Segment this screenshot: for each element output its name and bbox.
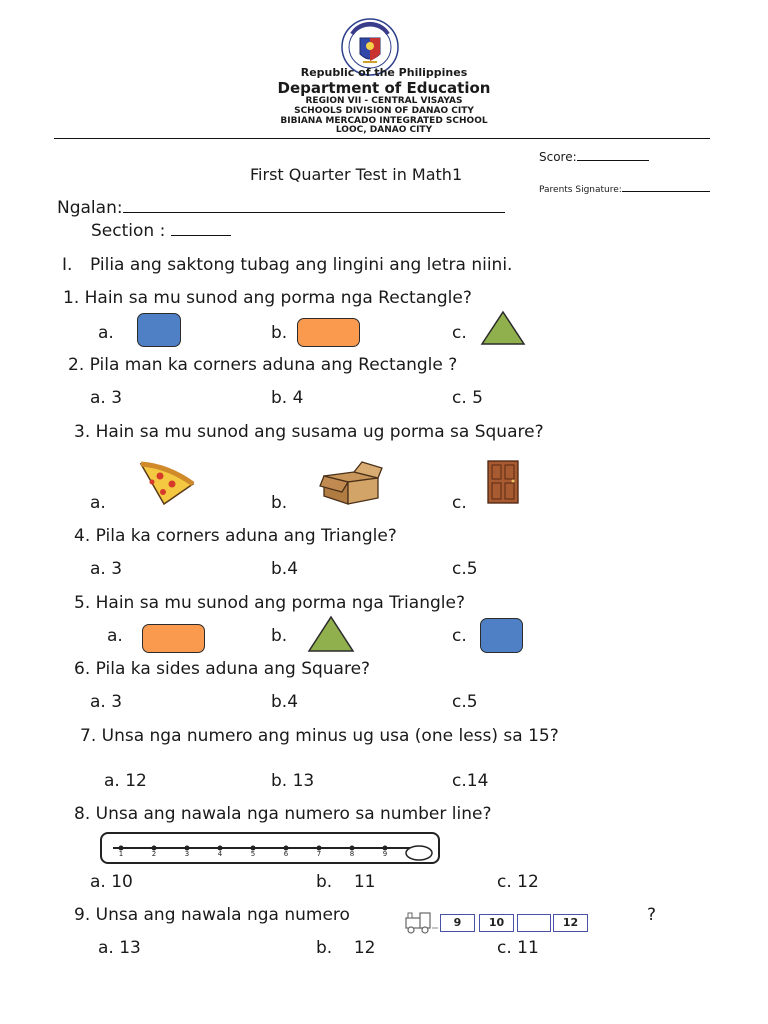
green-triangle-icon [307,615,355,653]
instruction-numeral: I. [62,255,73,275]
q8-option-b[interactable] [316,872,375,892]
sequence-box: 9 [440,914,475,932]
number-line-missing-blank [406,846,432,860]
sequence-box: 12 [553,914,588,932]
question-7: 7. Unsa nga numero ang minus ug usa (one less) sa 15? [80,726,559,746]
question-3: 3. Hain sa mu sunod ang susama ug porma sa Square? [74,422,544,442]
question-4: 4. Pila ka corners aduna ang Triangle? [74,526,397,546]
number-line-tick-label: 1 [118,850,124,858]
q3-option-b[interactable]: b. [271,493,288,513]
q9-option-b-letter: b. [316,938,333,958]
header-region: REGION VII - CENTRAL VISAYAS [305,96,463,106]
q5-option-a[interactable]: a. [107,626,123,646]
section-label: Section : [91,221,166,241]
q2-option-b[interactable]: b. 4 [271,388,304,408]
q3-option-c[interactable]: c. [452,493,467,513]
parents-signature-field [539,185,710,195]
q2-option-a[interactable]: a. 3 [90,388,123,408]
cardboard-box-icon [318,460,384,506]
q7-option-b[interactable]: b. 13 [271,771,315,791]
section-blank[interactable] [171,223,231,236]
q5-option-b[interactable]: b. [271,626,288,646]
name-label: Ngalan: [57,198,123,218]
q7-option-a[interactable]: a. 12 [104,771,147,791]
blue-square-icon [480,618,523,653]
q6-option-a[interactable]: a. 3 [90,692,123,712]
parents-signature-label: Parents Signature: [539,185,622,195]
q8-option-b-letter: b. [316,872,333,892]
section-field [91,221,231,241]
number-line-tick-label: 3 [184,850,190,858]
name-field [57,198,505,218]
number-line-tick-label: 7 [316,850,322,858]
header-address: LOOC, DANAO CITY [335,125,433,135]
q5-option-c[interactable]: c. [452,626,467,646]
q8-option-c[interactable]: c. 12 [497,872,539,892]
score-label: Score: [539,150,577,164]
parents-signature-blank[interactable] [622,191,710,192]
question-2: 2. Pila man ka corners aduna ang Rectangle ? [68,355,458,375]
q9-option-a[interactable]: a. 13 [98,938,141,958]
orange-rectangle-icon [142,624,205,653]
q4-option-b[interactable]: b.4 [271,559,299,579]
name-blank[interactable] [123,198,505,213]
sequence-missing-box [517,914,551,932]
pizza-slice-icon [138,460,196,506]
q1-option-c[interactable]: c. [452,323,467,343]
q1-option-a[interactable]: a. [98,323,114,343]
number-line-tick-label: 4 [217,850,223,858]
q4-option-a[interactable]: a. 3 [90,559,123,579]
header-divider [54,138,710,139]
q9-option-c[interactable]: c. 11 [497,938,539,958]
sequence-box: 10 [479,914,514,932]
q1-option-b[interactable]: b. [271,323,288,343]
orange-rectangle-icon [297,318,360,347]
number-line-tick-label: 8 [349,850,355,858]
question-6: 6. Pila ka sides aduna ang Square? [74,659,371,679]
q9-option-b-value: 12 [353,938,376,958]
number-line-tick-label: 6 [283,850,289,858]
q8-option-a[interactable]: a. 10 [90,872,133,892]
q7-option-c[interactable]: c.14 [452,771,489,791]
q8-option-b-value: 11 [353,872,376,892]
header-department: Department of Education [277,79,491,97]
green-triangle-icon [480,310,526,346]
header-republic: Republic of the Philippines [300,66,468,79]
test-title: First Quarter Test in Math1 [250,165,463,184]
q9-question-mark: ? [647,905,657,925]
question-8: 8. Unsa ang nawala nga numero sa number line? [74,804,492,824]
number-line-tick-label: 5 [250,850,256,858]
q4-option-c[interactable]: c.5 [452,559,478,579]
number-line-tick-label: 9 [382,850,388,858]
q6-option-b[interactable]: b.4 [271,692,299,712]
number-line [99,831,441,865]
header-division: SCHOOLS DIVISION OF DANAO CITY [294,106,474,116]
door-icon [486,459,520,505]
question-1: 1. Hain sa mu sunod ang porma nga Rectangle? [63,288,472,308]
question-9: 9. Unsa ang nawala nga numero [74,905,350,925]
question-5: 5. Hain sa mu sunod ang porma nga Triangle? [74,593,465,613]
q2-option-c[interactable]: c. 5 [452,388,483,408]
q9-option-b[interactable] [316,938,375,958]
score-field [539,150,649,164]
header-school: BIBIANA MERCADO INTEGRATED SCHOOL [280,116,488,126]
instruction-text: Pilia ang saktong tubag ang lingini ang letra niini. [90,255,513,275]
q6-option-c[interactable]: c.5 [452,692,478,712]
q3-option-a[interactable]: a. [90,493,106,513]
train-engine-icon [402,910,438,934]
score-blank[interactable] [577,160,649,161]
number-line-tick-label: 2 [151,850,157,858]
blue-square-icon [137,313,181,347]
